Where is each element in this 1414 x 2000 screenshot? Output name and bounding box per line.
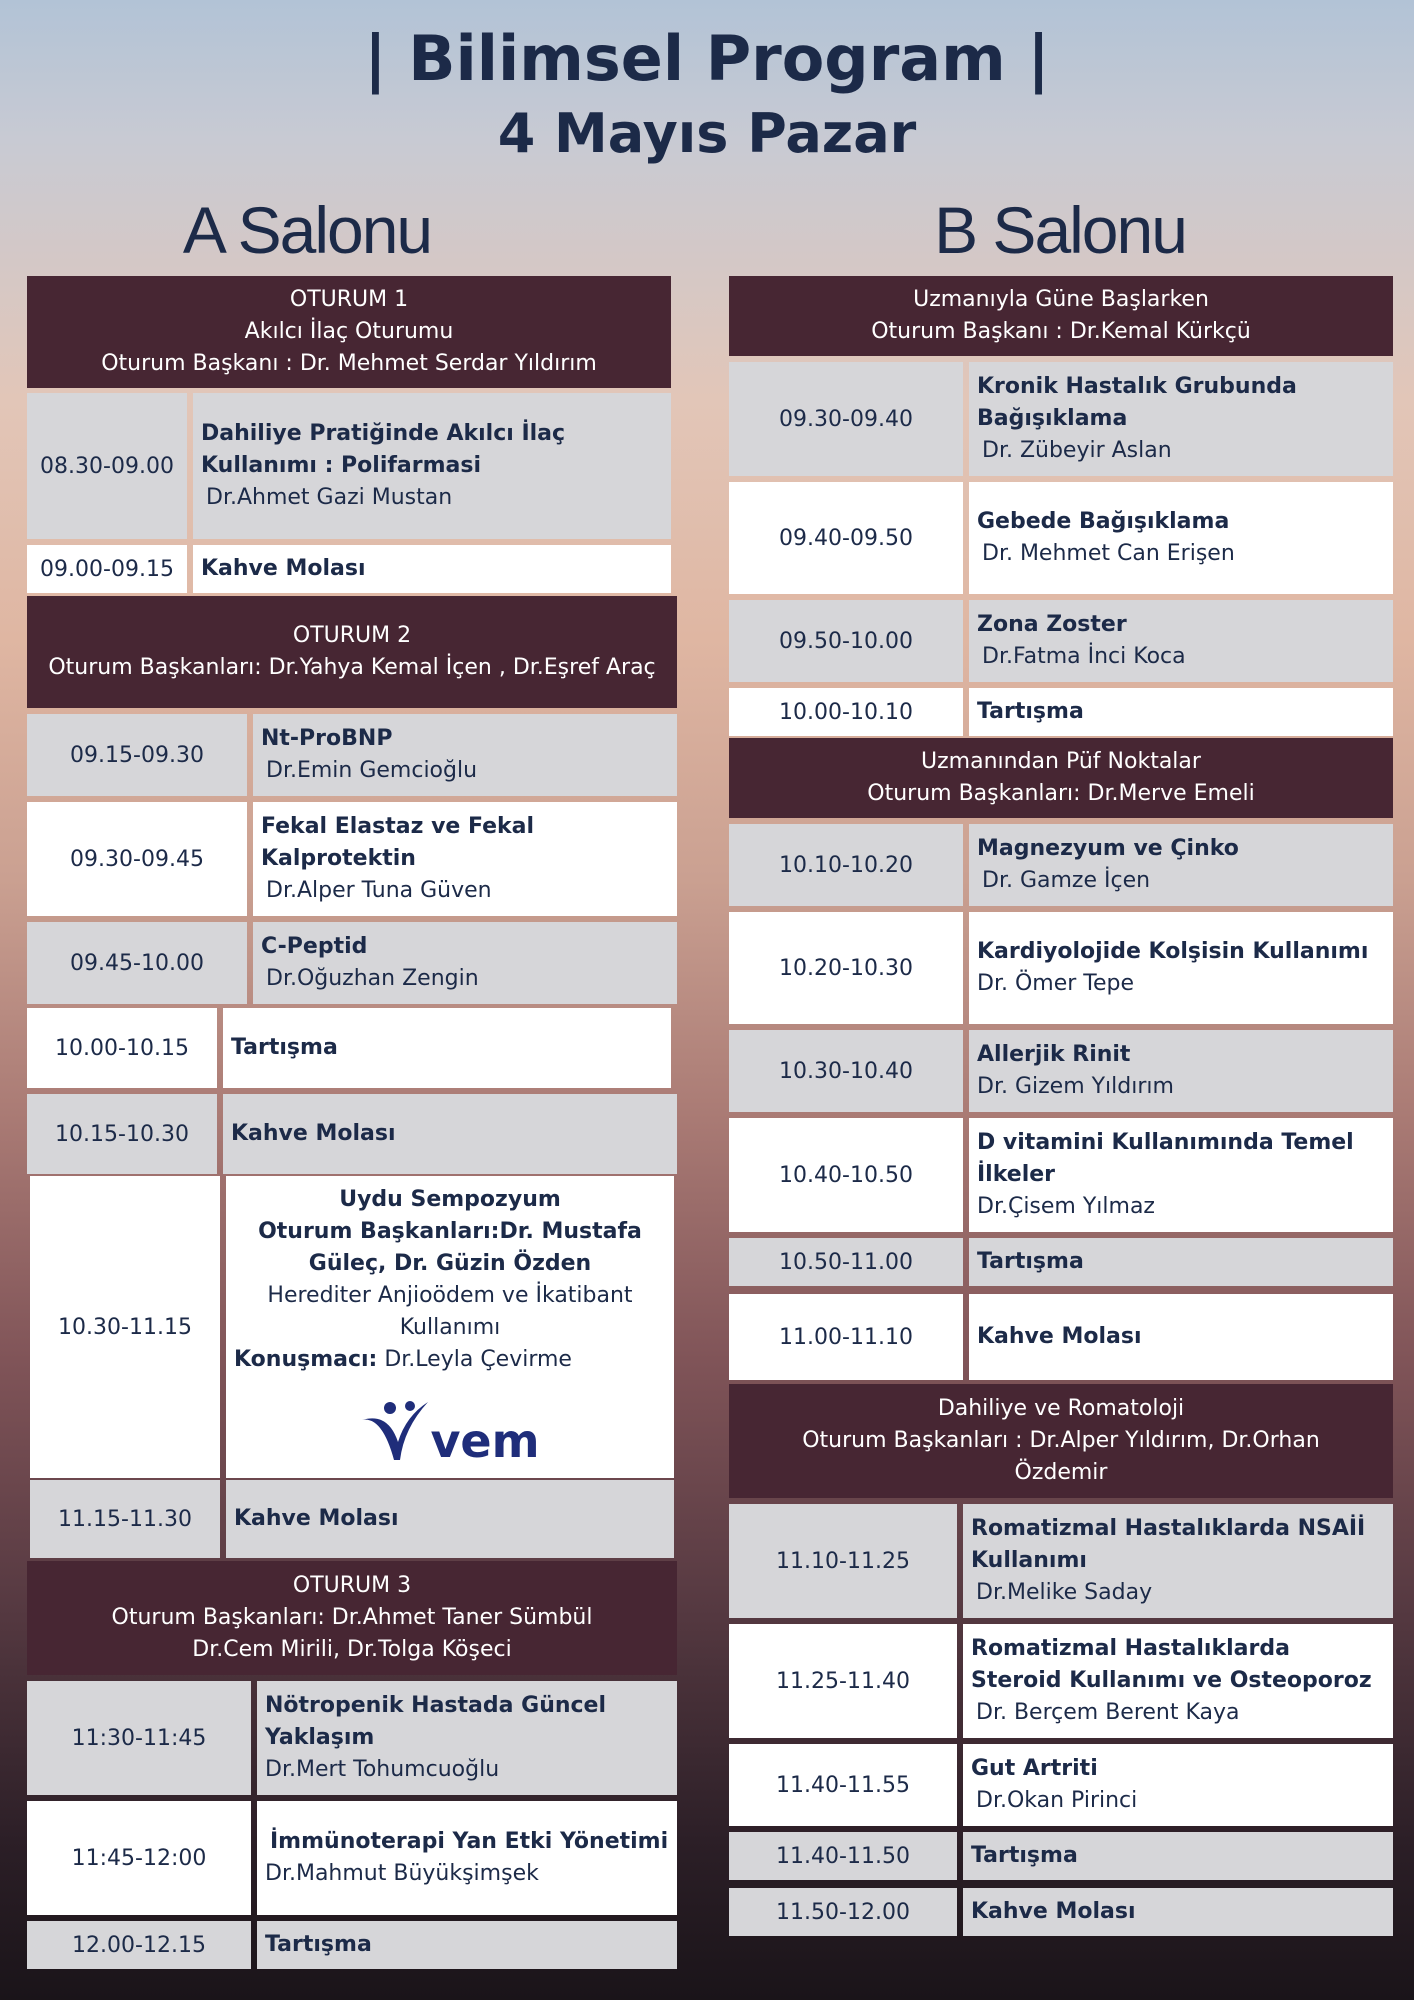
talk-speaker: Dr. Zübeyir Aslan bbox=[982, 438, 1172, 463]
content-cell bbox=[253, 802, 677, 916]
talk-title: Magnezyum ve Çinko bbox=[977, 836, 1239, 861]
session-chair: Oturum Başkanı : Dr.Kemal Kürkçü bbox=[871, 319, 1251, 344]
b-session1-header bbox=[729, 276, 1393, 356]
session-chair: Oturum Başkanları: Dr.Yahya Kemal İçen , Dr.Eşref Araç bbox=[48, 655, 656, 680]
talk-speaker: Dr. Berçem Berent Kaya bbox=[976, 1700, 1240, 1725]
speaker-label: Konuşmacı: bbox=[234, 1347, 378, 1372]
content-cell bbox=[257, 1801, 677, 1915]
content-cell bbox=[253, 922, 677, 1004]
content-cell bbox=[963, 1888, 1393, 1936]
a-row-9 bbox=[27, 1681, 677, 1795]
time-cell: 09.00-09.15 bbox=[27, 545, 187, 593]
a-row-1 bbox=[27, 393, 671, 539]
time-cell: 11.40-11.50 bbox=[729, 1832, 957, 1880]
session-name: Uzmanından Püf Noktalar bbox=[921, 749, 1201, 774]
session-chair: Oturum Başkanı : Dr. Mehmet Serdar Yıldırım bbox=[101, 351, 597, 376]
a-session3-header bbox=[27, 1561, 677, 1675]
content-cell bbox=[226, 1480, 674, 1558]
b-row-1 bbox=[729, 362, 1393, 476]
talk-speaker: Dr. Ömer Tepe bbox=[977, 971, 1135, 996]
time-cell: 10.10-10.20 bbox=[729, 824, 963, 906]
talk-speaker: Dr.Çisem Yılmaz bbox=[977, 1194, 1155, 1219]
hall-b-heading: B Salonu bbox=[934, 193, 1186, 267]
talk-title: Tartışma bbox=[977, 699, 1084, 724]
time-cell: 10.00-10.15 bbox=[27, 1008, 217, 1088]
talk-title: Kardiyolojide Kolşisin Kullanımı bbox=[977, 939, 1369, 964]
time-cell: 11:30-11:45 bbox=[27, 1681, 251, 1795]
time-cell: 11.10-11.25 bbox=[729, 1504, 957, 1618]
talk-title: Romatizmal Hastalıklarda Steroid Kullanımı ve Osteoporoz bbox=[971, 1636, 1372, 1693]
content-cell bbox=[257, 1681, 677, 1795]
talk-title: Kahve Molası bbox=[977, 1324, 1142, 1349]
symposium-title: Uydu Sempozyum bbox=[339, 1187, 561, 1212]
time-cell: 08.30-09.00 bbox=[27, 393, 187, 539]
time-cell: 11.15-11.30 bbox=[30, 1480, 220, 1558]
content-cell bbox=[963, 1624, 1393, 1738]
content-cell bbox=[223, 1094, 677, 1174]
content-cell bbox=[963, 1744, 1393, 1826]
session-label: OTURUM 1 bbox=[289, 287, 409, 312]
session-label: OTURUM 3 bbox=[292, 1573, 412, 1598]
time-cell: 10.30-11.15 bbox=[30, 1176, 220, 1478]
page-date: 4 Mayıs Pazar bbox=[497, 102, 917, 165]
time-cell: 10.40-10.50 bbox=[729, 1118, 963, 1232]
content-cell bbox=[193, 545, 671, 593]
talk-title: Gebede Bağışıklama bbox=[977, 509, 1230, 534]
vem-logo-text: vem bbox=[430, 1414, 540, 1468]
a-symposium-row bbox=[30, 1176, 674, 1478]
a-row-7 bbox=[27, 1094, 677, 1174]
talk-title: Kahve Molası bbox=[234, 1506, 399, 1531]
symposium-cell bbox=[226, 1176, 674, 1478]
b-row-14 bbox=[729, 1832, 1393, 1880]
b-row-12 bbox=[729, 1624, 1393, 1738]
content-cell bbox=[963, 1832, 1393, 1880]
talk-title: Kahve Molası bbox=[231, 1121, 396, 1146]
a-row-10 bbox=[27, 1801, 677, 1915]
talk-title: Romatizmal Hastalıklarda NSAİİ Kullanımı bbox=[971, 1516, 1366, 1573]
b-row-8 bbox=[729, 1118, 1393, 1232]
b-row-10 bbox=[729, 1294, 1393, 1380]
talk-title: İmmünoterapi Yan Etki Yönetimi bbox=[270, 1829, 669, 1854]
b-row-15 bbox=[729, 1888, 1393, 1936]
time-cell: 09.45-10.00 bbox=[27, 922, 247, 1004]
time-cell: 11.25-11.40 bbox=[729, 1624, 957, 1738]
time-cell: 10.30-10.40 bbox=[729, 1030, 963, 1112]
content-cell bbox=[963, 1504, 1393, 1618]
talk-title: C-Peptid bbox=[261, 934, 368, 959]
talk-title: Tartışma bbox=[231, 1035, 338, 1060]
time-cell: 11.40-11.55 bbox=[729, 1744, 957, 1826]
a-row-4 bbox=[27, 802, 677, 916]
content-cell bbox=[193, 393, 671, 539]
b-row-9 bbox=[729, 1238, 1393, 1286]
content-cell bbox=[969, 362, 1393, 476]
a-row-3 bbox=[27, 714, 677, 796]
time-cell: 09.40-09.50 bbox=[729, 482, 963, 594]
b-row-5 bbox=[729, 824, 1393, 906]
speaker-name: Dr.Leyla Çevirme bbox=[384, 1347, 572, 1372]
vem-logo-mark-icon bbox=[360, 1398, 430, 1464]
time-cell: 11:45-12:00 bbox=[27, 1801, 251, 1915]
page-title: | Bilimsel Program | bbox=[364, 22, 1050, 95]
hall-a-heading: A Salonu bbox=[182, 193, 432, 267]
time-cell: 10.50-11.00 bbox=[729, 1238, 963, 1286]
talk-speaker: Dr.Mert Tohumcuoğlu bbox=[265, 1757, 500, 1782]
talk-title: Kronik Hastalık Grubunda Bağışıklama bbox=[977, 374, 1297, 431]
b-row-11 bbox=[729, 1504, 1393, 1618]
content-cell bbox=[969, 1294, 1393, 1380]
content-cell bbox=[969, 1118, 1393, 1232]
a-row-6 bbox=[27, 1008, 671, 1088]
talk-title: D vitamini Kullanımında Temel İlkeler bbox=[977, 1130, 1354, 1187]
talk-speaker: Dr.Melike Saday bbox=[976, 1580, 1153, 1605]
talk-title: Tartışma bbox=[977, 1249, 1084, 1274]
talk-speaker: Dr.Emin Gemcioğlu bbox=[266, 758, 478, 783]
b-session3-header bbox=[729, 1384, 1393, 1498]
talk-speaker: Dr.Mahmut Büyükşimşek bbox=[265, 1861, 539, 1886]
content-cell bbox=[969, 912, 1393, 1024]
content-cell bbox=[969, 482, 1393, 594]
b-row-7 bbox=[729, 1030, 1393, 1112]
talk-speaker: Dr.Fatma İnci Koca bbox=[982, 644, 1186, 669]
b-row-2 bbox=[729, 482, 1393, 594]
talk-speaker: Dr. Gizem Yıldırım bbox=[977, 1074, 1174, 1099]
time-cell: 12.00-12.15 bbox=[27, 1921, 251, 1969]
talk-speaker: Dr. Gamze İçen bbox=[982, 868, 1151, 893]
time-cell: 11.50-12.00 bbox=[729, 1888, 957, 1936]
symposium-speaker-line bbox=[234, 1344, 572, 1376]
session-chair: Oturum Başkanları: Dr.Merve Emeli bbox=[867, 781, 1255, 806]
b-session2-header bbox=[729, 738, 1393, 818]
talk-title: Nötropenik Hastada Güncel Yaklaşım bbox=[265, 1693, 607, 1750]
a-row-2 bbox=[27, 545, 671, 593]
talk-title: Gut Artriti bbox=[971, 1756, 1098, 1781]
talk-title: Allerjik Rinit bbox=[977, 1042, 1131, 1067]
b-row-13 bbox=[729, 1744, 1393, 1826]
time-cell: 10.20-10.30 bbox=[729, 912, 963, 1024]
vem-logo bbox=[360, 1398, 540, 1468]
content-cell bbox=[969, 688, 1393, 736]
time-cell: 11.00-11.10 bbox=[729, 1294, 963, 1380]
session-chair: Oturum Başkanları: Dr.Ahmet Taner Sümbül bbox=[111, 1605, 593, 1630]
a-row-5 bbox=[27, 922, 677, 1004]
talk-title: Zona Zoster bbox=[977, 612, 1127, 637]
time-cell: 09.30-09.45 bbox=[27, 802, 247, 916]
a-session2-header bbox=[27, 596, 677, 708]
symposium-chair: Oturum Başkanları:Dr. Mustafa Güleç, Dr. Güzin Özden bbox=[258, 1219, 642, 1276]
session-name: Uzmanıyla Güne Başlarken bbox=[913, 287, 1209, 312]
time-cell: 09.50-10.00 bbox=[729, 600, 963, 682]
talk-title: Dahiliye Pratiğinde Akılcı İlaç Kullanımı : Polifarmasi bbox=[201, 421, 566, 478]
time-cell: 10.00-10.10 bbox=[729, 688, 963, 736]
content-cell bbox=[969, 600, 1393, 682]
content-cell bbox=[257, 1921, 677, 1969]
b-row-3 bbox=[729, 600, 1393, 682]
session-chair: Oturum Başkanları : Dr.Alper Yıldırım, Dr.Orhan Özdemir bbox=[802, 1428, 1320, 1485]
content-cell bbox=[969, 1238, 1393, 1286]
content-cell bbox=[969, 1030, 1393, 1112]
talk-speaker: Dr.Oğuzhan Zengin bbox=[266, 966, 479, 991]
content-cell bbox=[253, 714, 677, 796]
session-label: OTURUM 2 bbox=[292, 623, 412, 648]
b-row-4 bbox=[729, 688, 1393, 736]
session-name: Dahiliye ve Romatoloji bbox=[937, 1396, 1185, 1421]
content-cell bbox=[223, 1008, 671, 1088]
talk-speaker: Dr.Alper Tuna Güven bbox=[266, 878, 492, 903]
session-name: Akılcı İlaç Oturumu bbox=[244, 319, 454, 344]
talk-title: Fekal Elastaz ve Fekal Kalprotektin bbox=[261, 814, 535, 871]
talk-speaker: Dr. Mehmet Can Erişen bbox=[982, 541, 1235, 566]
talk-title: Tartışma bbox=[265, 1932, 372, 1957]
session-chair-2: Dr.Cem Mirili, Dr.Tolga Köşeci bbox=[192, 1637, 512, 1662]
talk-title: Nt-ProBNP bbox=[261, 726, 393, 751]
talk-title: Kahve Molası bbox=[971, 1899, 1136, 1924]
symposium-topic: Herediter Anjioödem ve İkatibant Kullanımı bbox=[267, 1283, 633, 1340]
time-cell: 09.15-09.30 bbox=[27, 714, 247, 796]
time-cell: 10.15-10.30 bbox=[27, 1094, 217, 1174]
content-cell bbox=[969, 824, 1393, 906]
talk-title: Kahve Molası bbox=[201, 556, 366, 581]
talk-speaker: Dr.Okan Pirinci bbox=[976, 1788, 1138, 1813]
a-row-8 bbox=[30, 1480, 674, 1558]
talk-speaker: Dr.Ahmet Gazi Mustan bbox=[206, 485, 453, 510]
talk-title: Tartışma bbox=[971, 1843, 1078, 1868]
time-cell: 09.30-09.40 bbox=[729, 362, 963, 476]
a-session1-header bbox=[27, 276, 671, 388]
b-row-6 bbox=[729, 912, 1393, 1024]
a-row-11 bbox=[27, 1921, 677, 1969]
